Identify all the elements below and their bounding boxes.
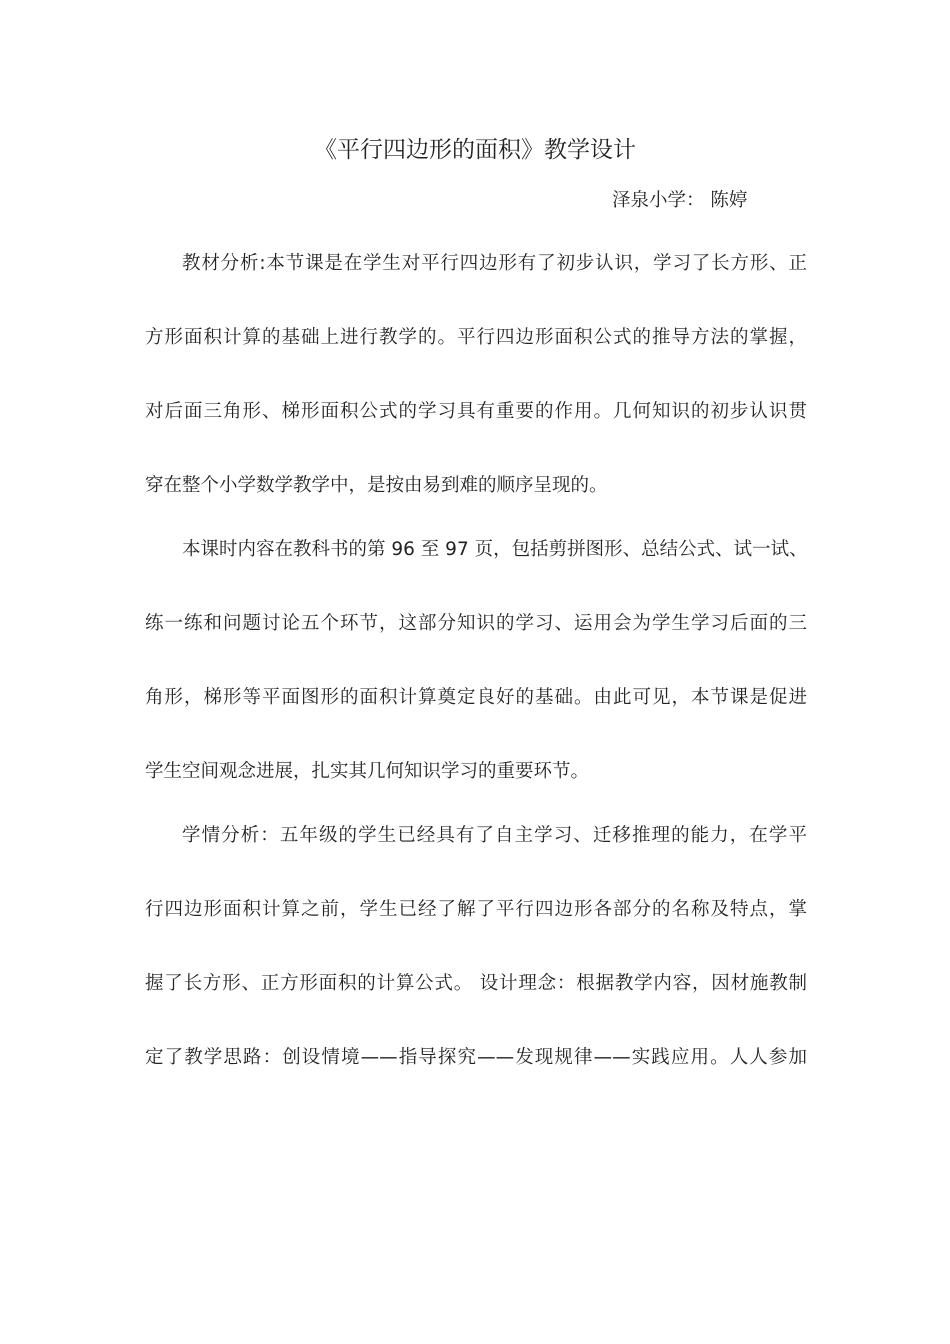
paragraph-line: 角形，梯形等平面图形的面积计算奠定良好的基础。由此可见，本节课是促进 [145, 687, 807, 708]
paragraph-line: 行四边形面积计算之前，学生已经了解了平行四边形各部分的名称及特点，掌 [145, 899, 807, 920]
paragraph-line: 对后面三角形、梯形面积公式的学习具有重要的作用。几何知识的初步认识贯 [145, 401, 807, 422]
paragraph-line: 本课时内容在教科书的第 96 至 97 页，包括剪拼图形、总结公式、试一试、 [182, 539, 808, 560]
paragraph-line: 练一练和问题讨论五个环节，这部分知识的学习、运用会为学生学习后面的三 [145, 613, 807, 634]
paragraph-line: 穿在整个小学数学教学中，是按由易到难的顺序呈现的。 [145, 475, 608, 496]
document-title: 《平行四边形的面积》教学设计 [314, 137, 636, 163]
document-author: 泽泉小学： 陈婷 [612, 190, 748, 211]
paragraph-line: 握了长方形、正方形面积的计算公式。 设计理念：根据教学内容，因材施教制 [145, 973, 807, 994]
paragraph-line: 方形面积计算的基础上进行教学的。平行四边形面积公式的推导方法的掌握， [145, 327, 807, 348]
paragraph-line: 教材分析:本节课是在学生对平行四边形有了初步认识，学习了长方形、正 [182, 253, 807, 274]
paragraph-line: 学生空间观念进展，扎实其几何知识学习的重要环节。 [145, 761, 590, 782]
paragraph-line: 定了教学思路：创设情境——指导探究——发现规律——实践应用。人人参加 [145, 1047, 807, 1068]
paragraph-line: 学情分析：五年级的学生已经具有了自主学习、迁移推理的能力，在学平 [182, 825, 807, 846]
